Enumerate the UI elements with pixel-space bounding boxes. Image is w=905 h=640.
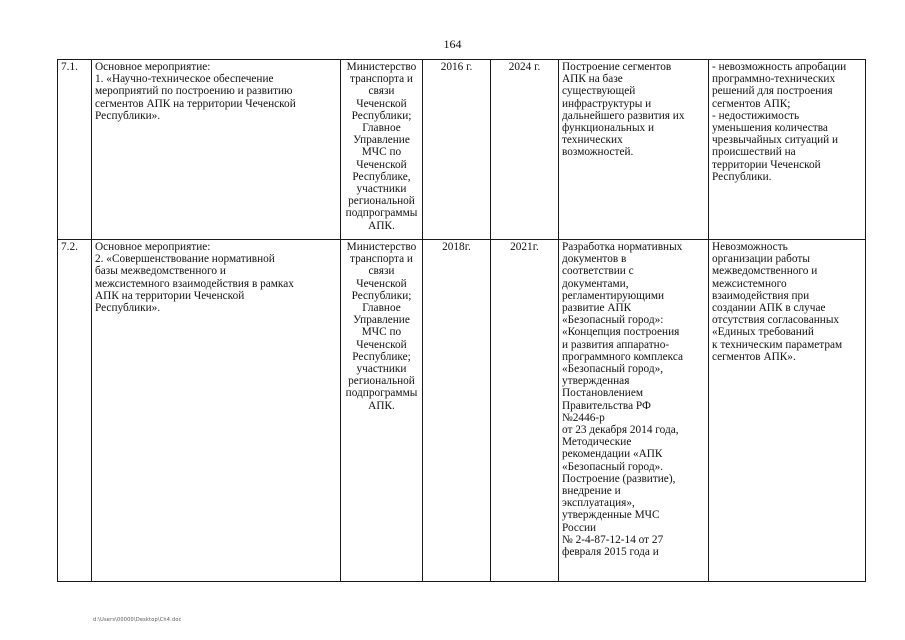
result-line: «Безопасный город». <box>562 460 664 473</box>
executor-line: МЧС по <box>361 146 402 159</box>
name-line: Основное мероприятие: <box>95 61 211 73</box>
row-number-text: 7.2. <box>61 241 78 253</box>
result-line: №2446-р <box>562 411 605 424</box>
consequences-line: Невозможность <box>712 241 788 253</box>
consequences-line: решений для построения <box>712 85 833 98</box>
measures-table <box>57 59 866 582</box>
executor-line: транспорта и <box>350 253 413 266</box>
result-line: утвержденная <box>562 375 630 388</box>
name-line: Основное мероприятие: <box>95 241 211 253</box>
executor-line: Главное <box>362 122 401 135</box>
result-line: программного комплекса <box>562 350 684 363</box>
result-line: внедрение и <box>562 485 621 498</box>
consequences-cell <box>709 240 866 582</box>
consequences-line: отсутствия согласованных <box>712 314 840 327</box>
name-line: 1. «Научно-техническое обеспечение <box>95 73 274 86</box>
consequences-line: взаимодействия при <box>712 289 810 302</box>
result-line: Построение сегментов <box>562 61 672 73</box>
result-line: февраля 2015 года и <box>562 546 659 559</box>
name-line: Республики». <box>95 109 161 122</box>
consequences-line: сегментов АПК; <box>712 97 791 110</box>
result-line: развитие АПК <box>562 302 632 315</box>
consequences-line: территории Чеченской <box>712 158 821 171</box>
result-line: Разработка нормативных <box>562 241 683 253</box>
executor-cell <box>341 240 423 582</box>
table-row <box>58 60 866 240</box>
result-line: возможностей. <box>562 146 634 159</box>
name-line: мероприятий по построению и развитию <box>95 85 293 98</box>
consequences-line: межсистемного <box>712 277 787 290</box>
result-line: документами, <box>562 277 629 290</box>
name-line: базы межведомственного и <box>95 265 226 278</box>
start-year-cell <box>423 60 491 240</box>
result-line: соответствии с <box>562 265 634 278</box>
executor-line: участники <box>356 183 407 196</box>
page-number: 164 <box>443 37 462 51</box>
executor-line: Министерство <box>346 61 417 73</box>
executor-line: региональной <box>348 375 415 388</box>
row-number <box>58 60 92 240</box>
result-line: функциональных и <box>562 122 655 135</box>
result-line: Правительства РФ <box>562 399 651 412</box>
executor-cell <box>341 60 423 240</box>
result-line: Постановлением <box>562 387 643 400</box>
executor-line: АПК. <box>368 399 395 412</box>
consequences-line: чрезвычайных ситуаций и <box>712 134 839 147</box>
start-year-cell <box>423 240 491 582</box>
executor-line: подпрограммы <box>345 207 418 220</box>
executor-line: Управление <box>353 134 410 147</box>
result-line: технических <box>562 134 623 147</box>
measure-name-cell <box>92 240 341 582</box>
measure-name-cell <box>92 60 341 240</box>
result-line: № 2-4-87-12-14 от 27 <box>562 533 664 546</box>
executor-line: Чеченской <box>356 338 407 351</box>
executor-line: АПК. <box>368 219 395 232</box>
result-line: рекомендации «АПК <box>562 448 663 461</box>
executor-line: Чеченской <box>356 97 407 110</box>
executor-line: Министерство <box>346 241 417 253</box>
executor-line: подпрограммы <box>345 387 418 400</box>
result-line: эксплуатация», <box>562 497 635 510</box>
consequences-cell <box>709 60 866 240</box>
end-year-cell <box>491 240 559 582</box>
result-line: дальнейшего развития их <box>562 109 685 122</box>
name-line: АПК на территории Чеченской <box>95 289 245 302</box>
expected-result-cell <box>559 240 709 582</box>
row-number-text: 7.1. <box>61 61 78 73</box>
consequences-line: - недостижимость <box>712 109 800 122</box>
expected-result-cell <box>559 60 709 240</box>
executor-line: Чеченской <box>356 158 407 171</box>
result-line: документов в <box>562 253 627 266</box>
consequences-line: «Единых требований <box>712 326 814 339</box>
executor-line: МЧС по <box>361 326 402 339</box>
consequences-line: уменьшения количества <box>712 122 828 135</box>
consequences-line: межведомственного и <box>712 265 818 278</box>
executor-line: региональной <box>348 195 415 208</box>
result-line: существующей <box>562 85 636 98</box>
start-year: 2018г. <box>442 241 471 253</box>
result-line: России <box>562 521 597 534</box>
row-number <box>58 240 92 582</box>
executor-line: Республике, <box>352 170 411 183</box>
consequences-line: - невозможность апробации <box>712 61 847 73</box>
table-body <box>58 60 866 582</box>
result-line: «Концепция построения <box>562 326 680 339</box>
name-line: межсистемного взаимодействия в рамках <box>95 277 294 290</box>
document-path-footer: d:\Users\00000\Desktop\Ch4.doc <box>93 617 182 623</box>
result-line: и развития аппаратно- <box>562 338 670 351</box>
consequences-line: организации работы <box>712 253 810 266</box>
result-line: Построение (развитие), <box>562 472 676 485</box>
executor-line: участники <box>356 363 407 376</box>
end-year: 2021г. <box>510 241 539 253</box>
executor-line: Республики; <box>351 289 412 302</box>
consequences-line: Республики. <box>712 170 772 183</box>
name-line: сегментов АПК на территории Чеченской <box>95 97 296 110</box>
executor-line: Республике; <box>352 350 411 363</box>
executor-line: Республики; <box>351 109 412 122</box>
executor-line: Управление <box>353 314 410 327</box>
result-line: инфраструктуры и <box>562 97 652 110</box>
result-line: Методические <box>562 436 632 449</box>
name-line: 2. «Совершенствование нормативной <box>95 253 275 266</box>
end-year-cell <box>491 60 559 240</box>
result-line: «Безопасный город», <box>562 363 664 376</box>
table-row <box>58 240 866 582</box>
executor-line: Главное <box>362 302 401 315</box>
consequences-line: к техническим параметрам <box>712 338 843 351</box>
start-year: 2016 г. <box>440 61 473 73</box>
result-line: утвержденные МЧС <box>562 509 660 522</box>
result-line: от 23 декабря 2014 года, <box>562 424 679 437</box>
consequences-line: сегментов АПК». <box>712 350 796 363</box>
name-line: Республики». <box>95 302 161 315</box>
end-year: 2024 г. <box>508 61 541 73</box>
executor-line: Чеченской <box>356 277 407 290</box>
result-line: «Безопасный город»: <box>562 314 664 327</box>
result-line: регламентирующими <box>562 289 665 302</box>
consequences-line: программно-технических <box>712 73 836 86</box>
executor-line: связи <box>368 265 395 278</box>
consequences-line: создании АПК в случае <box>712 302 826 315</box>
executor-line: транспорта и <box>350 73 413 86</box>
result-line: АПК на базе <box>562 73 623 86</box>
consequences-line: происшествий на <box>712 146 796 159</box>
executor-line: связи <box>368 85 395 98</box>
